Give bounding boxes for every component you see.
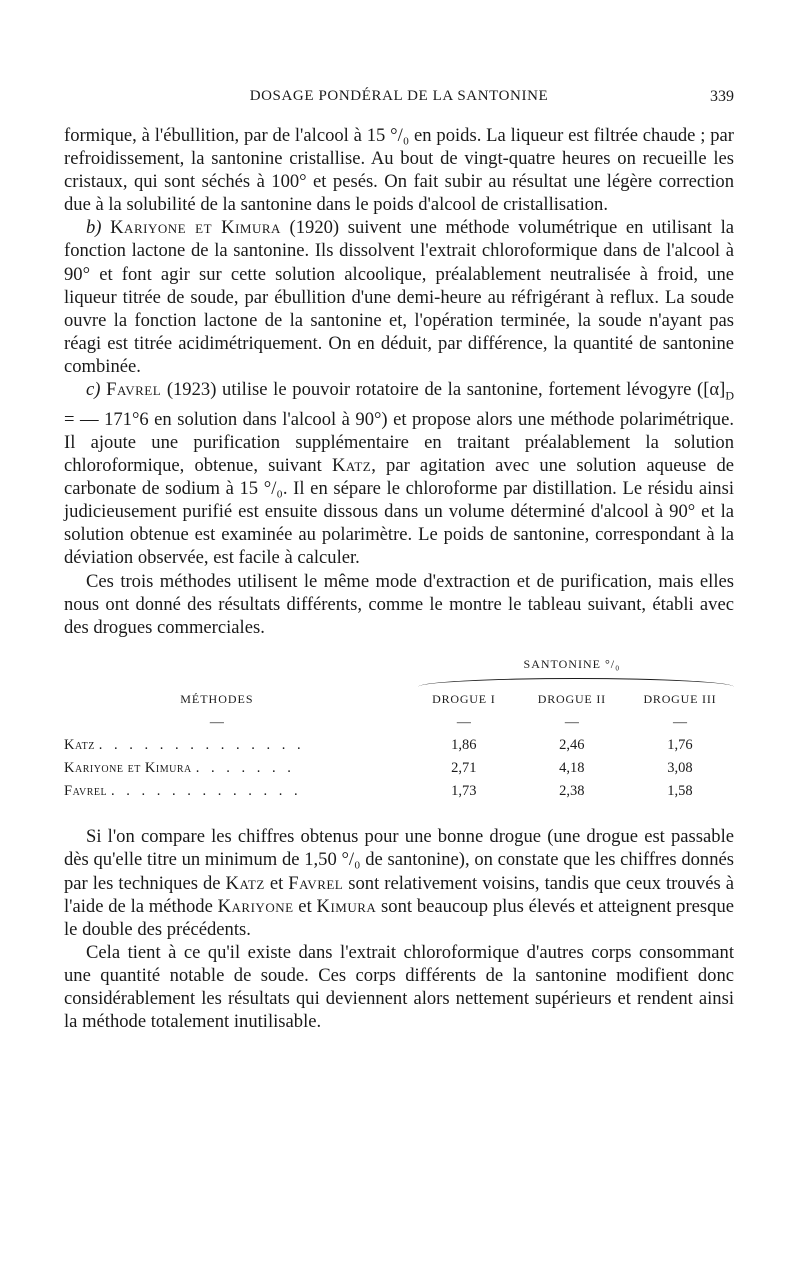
author-favrel: Favrel (288, 872, 344, 894)
results-table (64, 653, 734, 804)
paragraph-5-text-e: sont beaucoup plus élevés et atteignent presque le double des précédents. (64, 895, 734, 940)
item-marker-c: c) (86, 379, 101, 401)
author-katz: Katz (225, 872, 265, 894)
value-cell: 3,08 (667, 760, 693, 777)
paragraph-1: formique, à l'ébullition, par de l'alcool à 15 °/₀ en poids. La liqueur est filtrée chaude ; par refroidissement, la santonine cristallise. Au bout de vingt-quatre heures on recueille les cristaux, qui sont séchés à 100° et pesés. On fait subir au résultat une légère correction due à la solubilité de la santonine dans le poids d'alcool de cristallisation. (64, 125, 734, 216)
paragraph-5 (64, 825, 734, 940)
method-name: Favrel (64, 783, 108, 800)
value-cell: 2,38 (559, 783, 585, 800)
dash-cell: — (672, 714, 687, 730)
author-katz: Katz (331, 455, 372, 477)
paragraph-4: Ces trois méthodes utilisent le même mode d'extraction et de purification, mais elles nous ont donné des résultats différents, comme le montre le tableau suivant, établi avec des drogues commerciales. (64, 570, 734, 638)
paragraph-5-text-d: et (293, 895, 317, 917)
paragraph-3-text-a: (1923) utilise le pouvoir rotatoire de la santonine, fortement lévogyre ([α] (161, 379, 726, 401)
author-favrel: Favrel (106, 379, 162, 401)
methods-header: MÉTHODES (180, 691, 254, 706)
value-cell: 1,58 (667, 783, 693, 800)
paragraph-6: Cela tient à ce qu'il existe dans l'extrait chloroformique d'autres corps consommant une quantité notable de soude. Ces corps différents de la santonine modifient donc considérablement les résultats qui deviennent alors nettement supérieurs et rendent ainsi la méthode totalement inutilisable. (64, 941, 734, 1033)
paragraph-3 (64, 378, 734, 569)
value-cell: 1,73 (451, 783, 477, 800)
value-cell: 1,76 (667, 737, 693, 754)
column-header-3: DROGUE III (643, 691, 717, 706)
author-names: Kariyone et Kimura (110, 217, 281, 239)
paragraph-5-text-c: sont relativement voisins, tandis que ceux trouvés à l'aide de la méthode (64, 872, 734, 917)
author-kimura: Kimura (316, 895, 377, 917)
value-cell: 4,18 (559, 760, 585, 777)
table-row (64, 734, 734, 757)
method-name: Katz (64, 737, 95, 754)
page-header (64, 88, 734, 110)
dash-cell: — (564, 714, 579, 730)
leader-dots: . . . . . . . . . . . . . . (98, 737, 305, 754)
dash-cell: — (456, 714, 471, 730)
value-cell: 1,86 (451, 737, 477, 754)
column-header-1: DROGUE I (432, 691, 496, 706)
paragraph-5-text-a: Si l'on compare les chiffres obtenus pour une bonne drogue (une drogue est passable dès qu'elle titre un minimum de 1,50 °/₀ de santonine), on constate que les chiffres donnés par les techniques de (64, 826, 734, 894)
method-name: Kariyone et Kimura (64, 760, 192, 777)
paragraph-2 (64, 216, 734, 378)
paragraph-2-text: (1920) suivent une méthode volumétrique en utilisant la fonction lactone de la santonine. Ils dissolvent l'extrait chloroformique dans de l'alcool à 90° et font agir sur cette solution alcoolique, préalablement neutralisée à froid, une liqueur titrée de soude, par ébullition d'une demi-heure au réfrigérant à reflux. La soude ouvre la fonction lactone de la santonine et, l'opération terminée, la soude n'ayant pas réagi est titrée acidimétriquement. On en déduit, par différence, la quantité de santonine combinée. (64, 217, 734, 377)
table-row (64, 780, 734, 803)
author-kariyone: Kariyone (217, 895, 294, 917)
dash-cell: — (209, 714, 224, 730)
subscript-d: D (725, 388, 735, 403)
body-text (64, 124, 734, 1033)
paragraph-3-text-c: , par agitation avec une solution aqueuse de carbonate de sodium à 15 °/₀. Il en sépare le chloroforme par distillation. Le résidu ainsi judicieusement purifié est ensuite dissous dans un volume déterminé d'alcool à 90° et la solution obtenue est examinée au polarimètre. Le poids de santonine, correspondant à la déviation observée, est facile à calculer. (64, 455, 734, 569)
item-marker-b: b) (86, 217, 102, 239)
paragraph-5-text-b: et (264, 872, 289, 894)
leader-dots: . . . . . . . . . . . . . (111, 783, 302, 800)
running-head: DOSAGE PONDÉRAL DE LA SANTONINE (249, 88, 549, 104)
group-header: SANTONINE °/₀ (523, 656, 621, 671)
page-number: 339 (710, 88, 734, 105)
leader-dots: . . . . . . . (195, 760, 295, 777)
column-header-2: DROGUE II (537, 691, 606, 706)
value-cell: 2,71 (451, 760, 477, 777)
paragraph-3-text-b: = — 171°6 en solution dans l'alcool à 90°) et propose alors une méthode polarimétrique. Il ajoute une purification supplémentaire en traitant préalablement la solution chloroformique, obtenue, suivant (64, 408, 734, 477)
value-cell: 2,46 (559, 737, 585, 754)
table-row (64, 757, 734, 780)
group-brace (410, 676, 734, 688)
